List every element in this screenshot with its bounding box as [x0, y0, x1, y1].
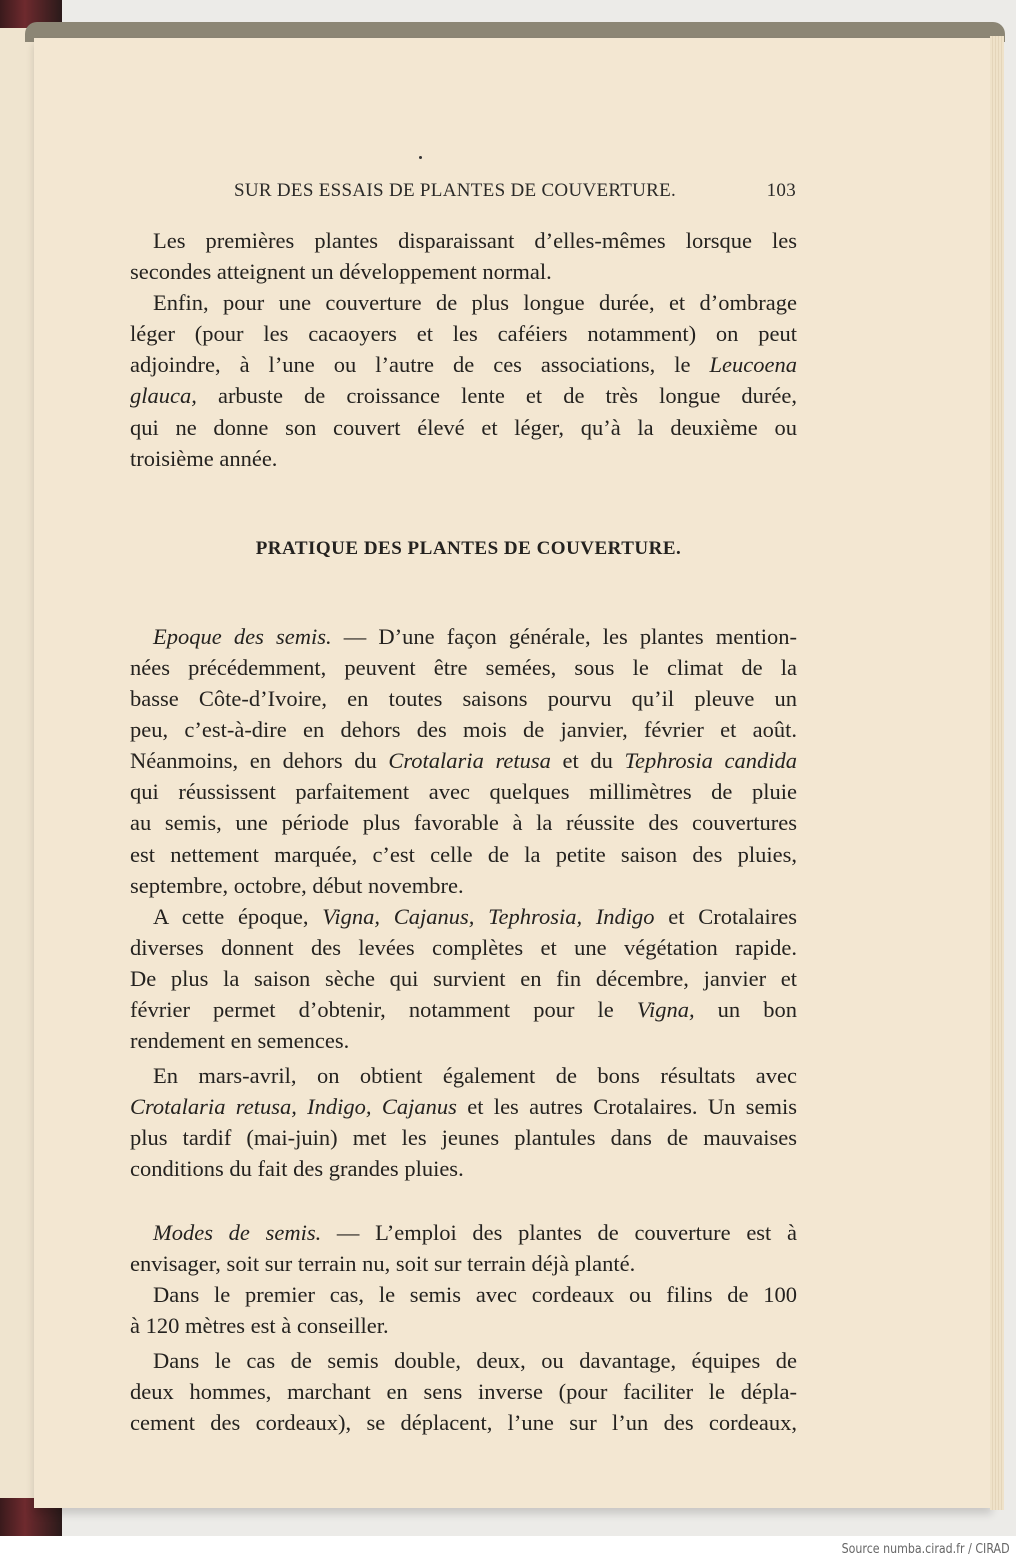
- text-segment: un bon: [694, 996, 798, 1022]
- page-stack-edges: [990, 36, 1004, 1510]
- paragraph: [130, 901, 797, 1056]
- text-line: [130, 380, 797, 411]
- italic-text: Epoque des semis.: [153, 623, 332, 649]
- paragraph: [130, 225, 797, 287]
- text-segment: est nettement marquée, c’est celle de la petite saison des pluies,: [130, 841, 797, 867]
- paragraph: [130, 1217, 797, 1279]
- paragraph: [130, 287, 797, 474]
- source-credit: Source numba.cirad.fr / CIRAD: [842, 1542, 1010, 1557]
- text-line: [130, 932, 797, 963]
- text-line: [130, 807, 797, 838]
- text-segment: à 120 mètres est à conseiller.: [130, 1312, 389, 1338]
- section-heading: PRATIQUE DES PLANTES DE COUVERTURE.: [255, 537, 682, 559]
- text-segment: arbuste de croissance lente et de très longue durée,: [196, 383, 797, 409]
- text-segment: et Crotalaires: [654, 903, 797, 929]
- text-line: [130, 1310, 797, 1341]
- text-segment: troisième année.: [130, 445, 278, 471]
- text-line: [130, 443, 797, 474]
- italic-text: Vigna, Cajanus, Tephrosia, Indigo: [322, 903, 655, 929]
- text-line: [130, 412, 797, 443]
- facing-page-edge: [0, 28, 36, 1498]
- text-line: [130, 901, 797, 932]
- page-number: 103: [766, 180, 796, 201]
- text-segment: au semis, une période plus favorable à la réussite des couvertures: [130, 810, 797, 836]
- body-text: [130, 225, 797, 1438]
- italic-text: Modes de semis.: [153, 1219, 322, 1245]
- text-segment: conditions du fait des grandes pluies.: [130, 1156, 464, 1182]
- text-line: [130, 1153, 797, 1184]
- text-segment: Dans le premier cas, le semis avec cordeaux ou filins de 100: [153, 1281, 797, 1307]
- italic-text: Tephrosia candida: [624, 748, 798, 774]
- text-line: [130, 1345, 797, 1376]
- text-line: [130, 225, 797, 256]
- text-segment: En mars-avril, on obtient également de bons résultats avec: [153, 1063, 797, 1089]
- text-line: [130, 1122, 797, 1153]
- paragraph: [130, 1279, 797, 1341]
- italic-text: glauca,: [130, 383, 197, 409]
- text-line: [130, 1279, 797, 1310]
- paragraph: [130, 621, 797, 901]
- text-line: [130, 683, 797, 714]
- text-segment: — L’emploi des plantes de couverture est à: [321, 1219, 797, 1245]
- text-line: [130, 652, 797, 683]
- text-segment: secondes atteignent un développement normal.: [130, 259, 552, 285]
- text-line: [130, 287, 797, 318]
- text-segment: et du: [550, 748, 625, 774]
- text-segment: peu, c’est-à-dire en dehors des mois de janvier, février et août.: [130, 717, 797, 743]
- text-segment: léger (pour les cacaoyers et les caféiers notamment) on peut: [130, 321, 797, 347]
- text-segment: De plus la saison sèche qui survient en fin décembre, janvier et: [130, 965, 797, 991]
- text-segment: A cette époque,: [153, 903, 323, 929]
- text-segment: nées précédemment, peuvent être semées, sous le climat de la: [130, 654, 797, 680]
- text-line: [130, 621, 797, 652]
- italic-text: Crotalaria retusa, Indigo, Cajanus: [130, 1094, 457, 1120]
- text-segment: adjoindre, à l’une ou l’autre de ces associations, le: [130, 352, 710, 378]
- text-segment: basse Côte-d’Ivoire, en toutes saisons pourvu qu’il pleuve un: [130, 686, 797, 712]
- text-segment: deux hommes, marchant en sens inverse (pour faciliter le dépla-: [130, 1379, 797, 1404]
- text-segment: qui ne donne son couvert élevé et léger, qu’à la deuxième ou: [130, 414, 797, 440]
- running-head: [234, 180, 796, 202]
- text-line: [130, 349, 797, 380]
- text-line: [130, 256, 797, 287]
- text-line: [130, 1060, 797, 1091]
- text-line: [130, 994, 797, 1025]
- text-segment: diverses donnent des levées complètes et une végétation rapide.: [130, 934, 797, 960]
- text-segment: février permet d’obtenir, notamment pour le: [130, 996, 637, 1022]
- text-segment: plus tardif (mai-juin) met les jeunes plantules dans de mauvaises: [130, 1125, 797, 1151]
- text-line: [130, 1091, 797, 1122]
- text-line: [130, 1217, 797, 1248]
- text-segment: Les premières plantes disparaissant d’elles-mêmes lorsque les: [153, 228, 797, 253]
- text-segment: Enfin, pour une couverture de plus longue durée, et d’ombrage: [153, 290, 797, 316]
- text-line: [130, 745, 797, 776]
- italic-text: Vigna,: [636, 996, 695, 1022]
- text-segment: cement des cordeaux), se déplacent, l’une sur l’un des cordeaux,: [130, 1410, 797, 1436]
- text-segment: septembre, octobre, début novembre.: [130, 872, 464, 898]
- text-segment: Néanmoins, en dehors du: [130, 748, 389, 774]
- text-line: [130, 318, 797, 349]
- paragraph: [130, 1345, 797, 1438]
- text-segment: envisager, soit sur terrain nu, soit sur terrain déjà planté.: [130, 1250, 636, 1276]
- text-line: [130, 870, 797, 901]
- running-head-title: SUR DES ESSAIS DE PLANTES DE COUVERTURE.: [234, 180, 677, 201]
- text-line: [130, 1376, 797, 1407]
- text-segment: et les autres Crotalaires. Un semis: [456, 1094, 797, 1120]
- text-line: [130, 776, 797, 807]
- text-line: [130, 1407, 797, 1438]
- text-segment: rendement en semences.: [130, 1028, 350, 1054]
- text-segment: — D’une façon générale, les plantes mention-: [331, 623, 797, 649]
- text-line: [130, 1248, 797, 1279]
- paragraph: [130, 1060, 797, 1184]
- text-line: [130, 714, 797, 745]
- text-line: [130, 1025, 797, 1056]
- italic-text: Crotalaria retusa: [388, 748, 551, 774]
- italic-text: Leucoena: [709, 352, 797, 378]
- text-segment: qui réussissent parfaitement avec quelques millimètres de pluie: [130, 779, 797, 805]
- text-line: [130, 963, 797, 994]
- text-line: [130, 839, 797, 870]
- text-segment: Dans le cas de semis double, deux, ou davantage, équipes de: [153, 1347, 797, 1373]
- print-mark: [419, 156, 422, 159]
